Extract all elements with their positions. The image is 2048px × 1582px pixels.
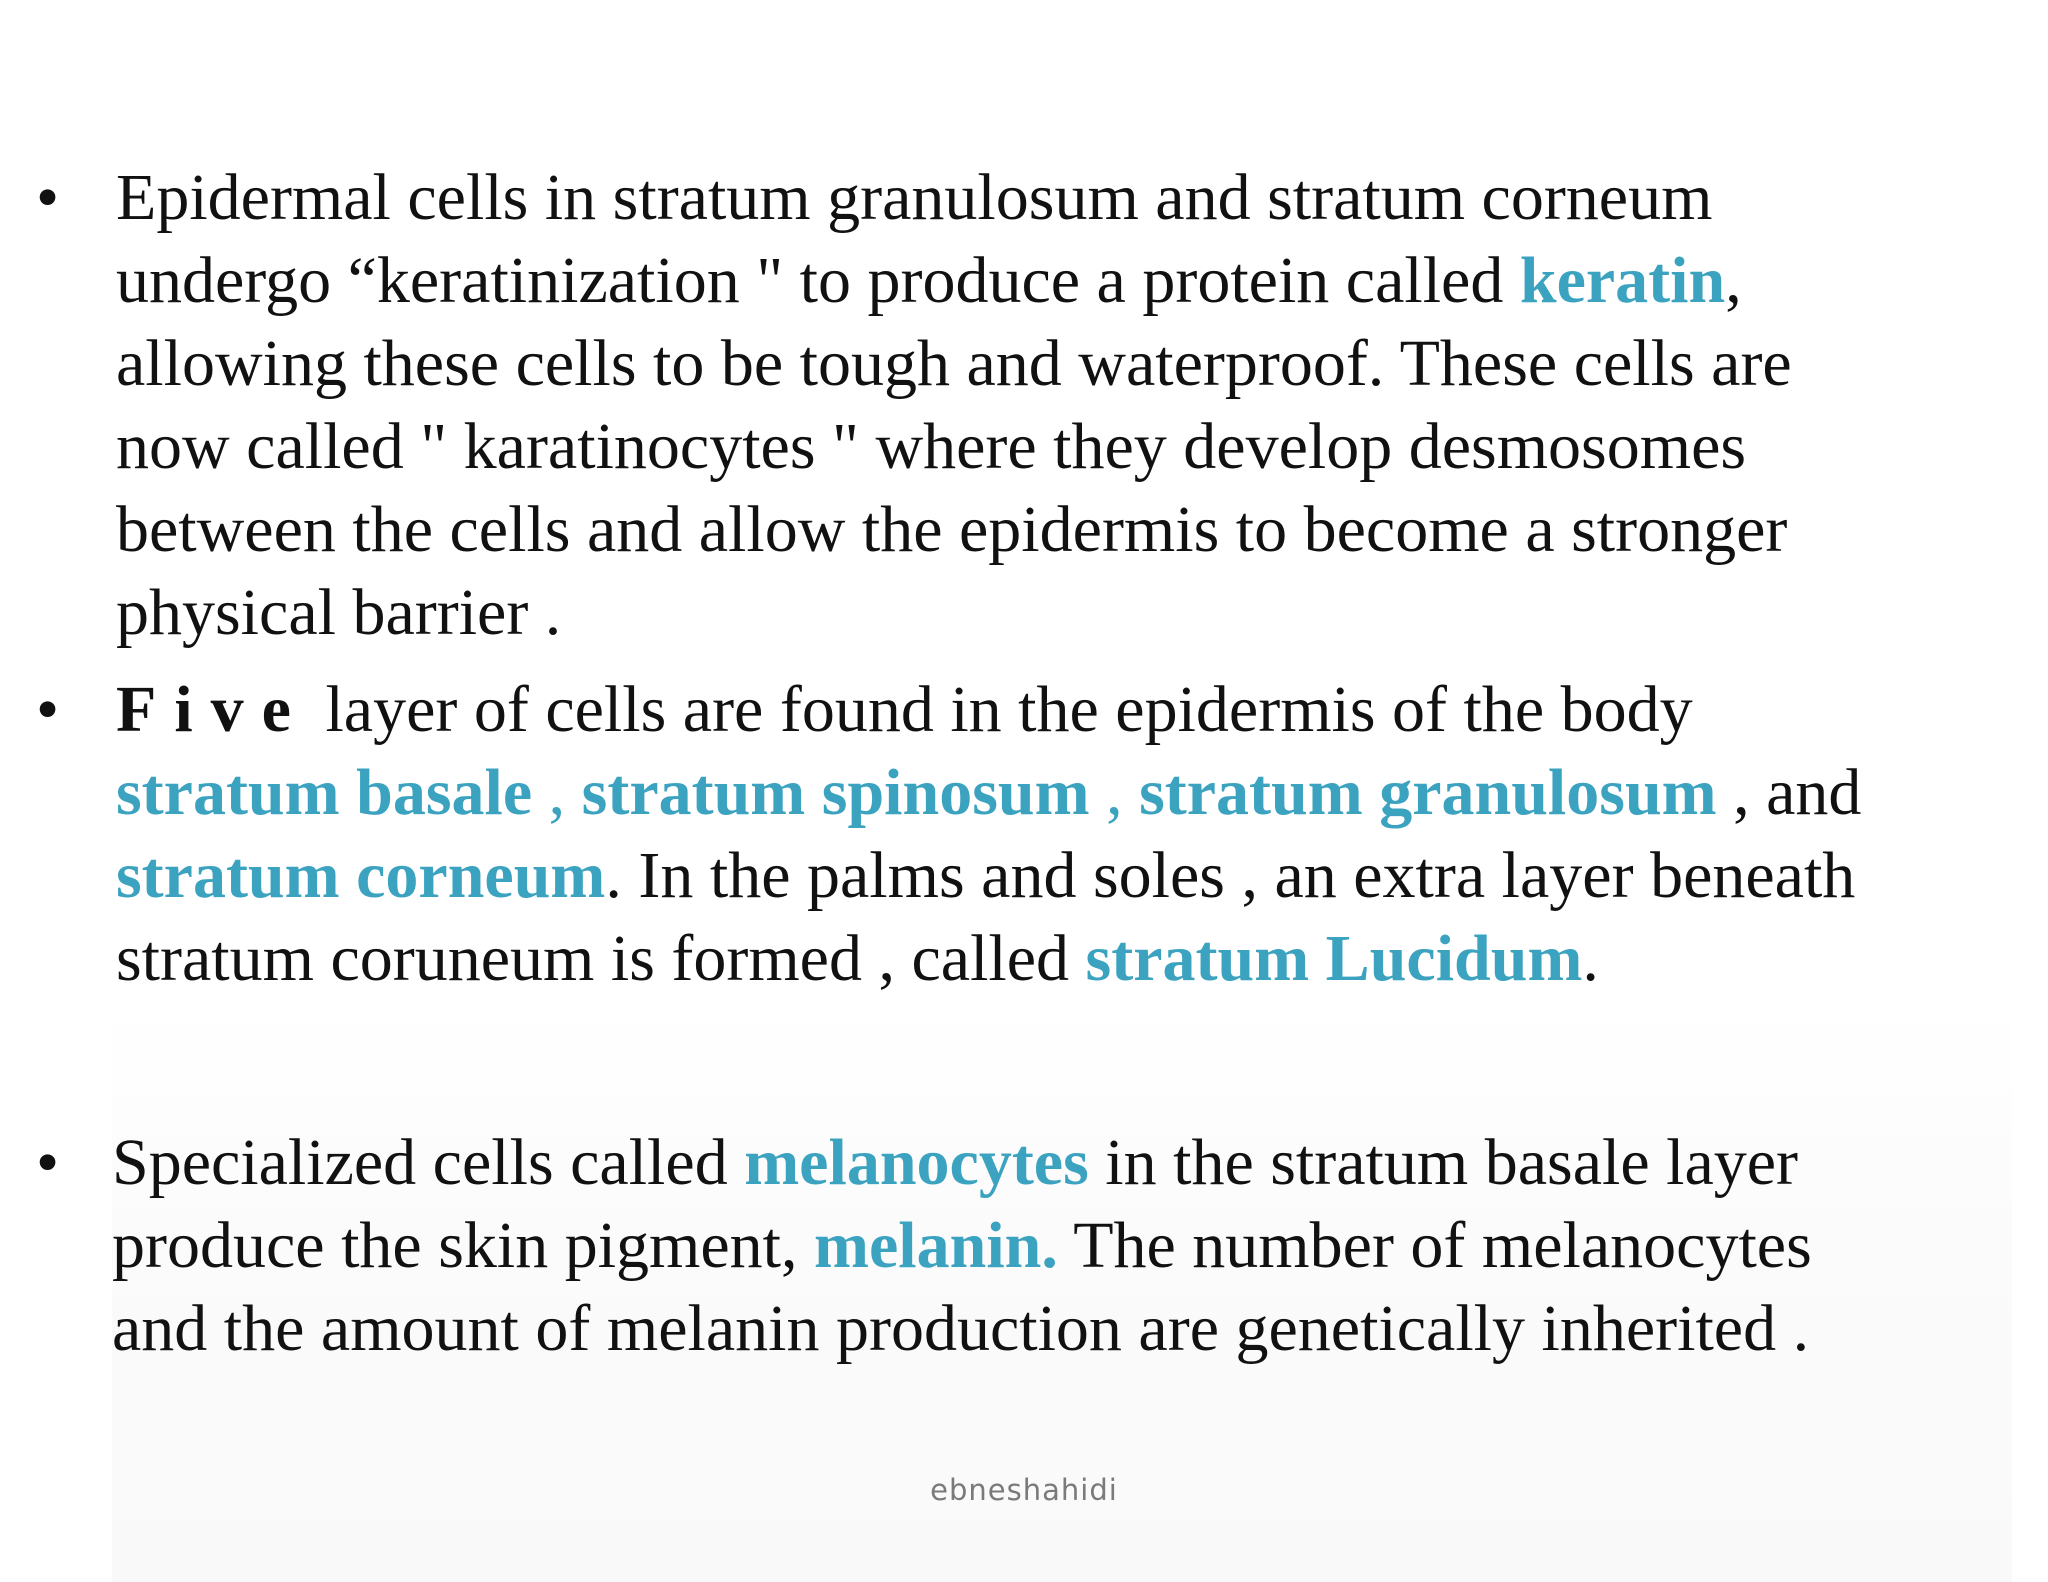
bullet-2-text — [116, 668, 1861, 1000]
text-run: physical barrier . — [116, 576, 562, 649]
bullet-dot: • — [36, 1126, 60, 1199]
bullet-1-text — [116, 156, 1792, 654]
keyword-melanocytes: melanocytes — [744, 1126, 1089, 1199]
text-run: Epidermal cells in stratum granulosum and stratum corneum — [116, 161, 1713, 234]
keyword-stratum-basale: stratum basale — [116, 756, 533, 829]
text-line — [112, 1204, 1812, 1287]
text-run: stratum coruneum is formed , called — [116, 922, 1086, 995]
text-run: now called " karatinocytes " where they develop desmosomes — [116, 410, 1747, 483]
emphasis-five: Five — [116, 673, 309, 746]
text-run: Specialized cells called — [112, 1126, 745, 1199]
keyword-stratum-spinosum: stratum spinosum — [581, 756, 1090, 829]
text-run: between the cells and allow the epidermis to become a stronger — [116, 493, 1788, 566]
text-run: , — [1725, 244, 1742, 317]
text-line — [112, 1121, 1812, 1204]
text-run: , and — [1716, 756, 1862, 829]
bullet-3-text — [112, 1121, 1812, 1370]
text-line — [116, 488, 1792, 571]
watermark: ebneshahidi — [930, 1473, 1118, 1507]
keyword-stratum-lucidum: stratum Lucidum — [1085, 922, 1583, 995]
text-line — [116, 571, 1792, 654]
text-line — [116, 668, 1861, 751]
text-line — [116, 917, 1861, 1000]
keyword-keratin: keratin — [1519, 244, 1726, 317]
text-line — [116, 751, 1861, 834]
text-run: . — [1582, 922, 1599, 995]
text-run: . In the palms and soles , an extra layer beneath — [605, 839, 1856, 912]
text-run: The number of melanocytes — [1057, 1209, 1812, 1282]
text-run: layer of cells are found in the epidermis of the body — [308, 673, 1693, 746]
text-run: undergo “keratinization " to produce a protein called — [116, 244, 1520, 317]
text-run: produce the skin pigment, — [112, 1209, 815, 1282]
text-line — [116, 405, 1792, 488]
text-run: in the stratum basale layer — [1088, 1126, 1799, 1199]
separator: , — [532, 756, 582, 829]
text-run: and the amount of melanin production are genetically inherited . — [112, 1292, 1810, 1365]
text-line — [116, 322, 1792, 405]
text-line — [116, 156, 1792, 239]
bullet-dot: • — [36, 161, 60, 234]
text-line — [112, 1287, 1812, 1370]
keyword-stratum-granulosum: stratum granulosum — [1139, 756, 1717, 829]
bullet-dot: • — [36, 673, 60, 746]
text-run: allowing these cells to be tough and waterproof. These cells are — [116, 327, 1792, 400]
keyword-melanin: melanin. — [814, 1209, 1058, 1282]
text-line — [116, 834, 1861, 917]
keyword-stratum-corneum: stratum corneum — [116, 839, 606, 912]
text-line — [116, 239, 1792, 322]
separator: , — [1089, 756, 1140, 829]
